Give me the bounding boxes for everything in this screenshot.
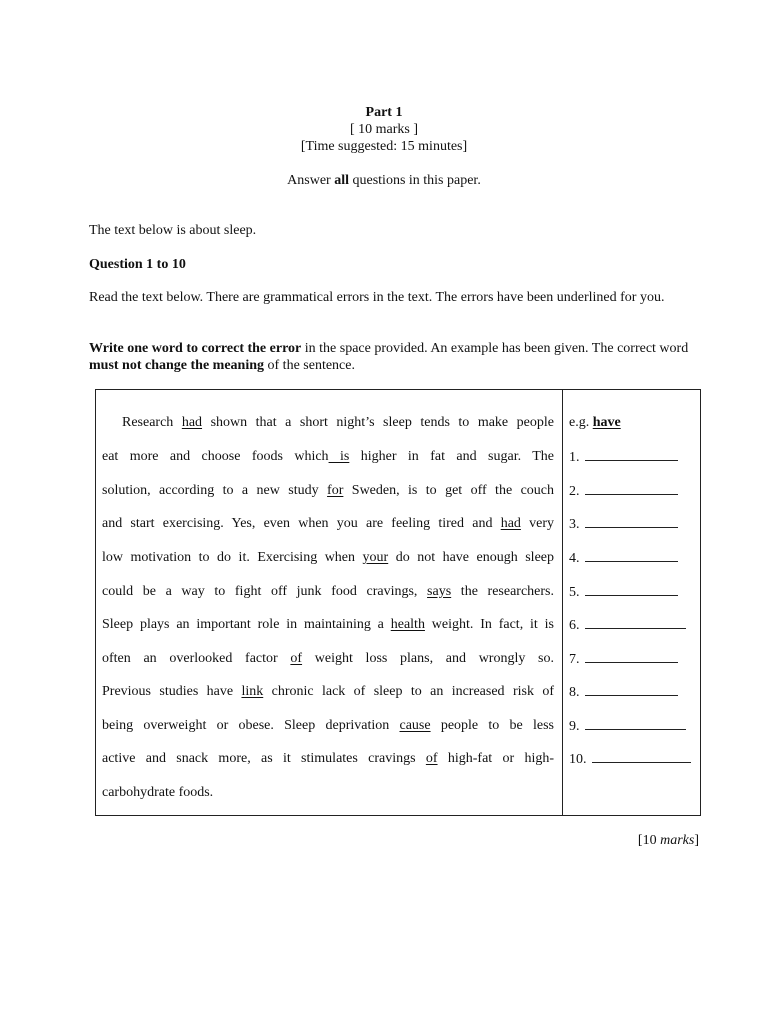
passage-line	[102, 682, 554, 702]
line-text: higher in fat and sugar. The	[349, 449, 555, 464]
answer-blank[interactable]	[585, 615, 686, 629]
time-suggested: [Time suggested: 15 minutes]	[300, 139, 468, 154]
answer-blank[interactable]	[585, 447, 678, 461]
intro-text: The text below is about sleep.	[89, 223, 257, 238]
passage-line	[102, 783, 554, 803]
passage-line	[102, 749, 554, 769]
passage-line	[102, 582, 554, 602]
error-word: link	[241, 684, 264, 699]
answer-slot[interactable]	[569, 548, 699, 568]
answer-blank[interactable]	[585, 716, 686, 730]
line-text: Previous studies have	[102, 684, 242, 699]
answer-number: 3.	[569, 517, 580, 532]
answer-number: 2.	[569, 484, 580, 499]
instruction-text-post: questions in this paper.	[349, 173, 481, 188]
answer-number: 8.	[569, 685, 580, 700]
answer-number: 10.	[569, 752, 587, 767]
answer-number: 9.	[569, 719, 580, 734]
answer-slot[interactable]	[569, 514, 699, 534]
answer-number: 7.	[569, 652, 580, 667]
answer-blank[interactable]	[585, 514, 678, 528]
line-text: solution, according to a new study	[102, 483, 328, 498]
line-text: carbohydrate foods.	[102, 785, 214, 800]
passage-line	[102, 649, 554, 669]
error-word: had	[181, 415, 203, 430]
error-word: of	[425, 751, 438, 766]
answer-blank[interactable]	[585, 682, 678, 696]
line-text: low motivation to do it. Exercising when	[102, 550, 363, 565]
answer-example	[569, 413, 699, 433]
passage-line	[102, 481, 554, 501]
passage-line	[102, 447, 554, 467]
answer-blank[interactable]	[592, 749, 691, 763]
example-word: have	[592, 415, 621, 430]
line-text: Research	[122, 415, 182, 430]
passage-line	[102, 716, 554, 736]
instruction-text-pre: Answer	[287, 173, 335, 188]
line-text: often an overlooked factor	[102, 651, 291, 666]
marks-word: marks	[660, 833, 695, 848]
answer-number: 6.	[569, 618, 580, 633]
answer-instruction	[0, 172, 768, 189]
para2-bold-1: Write one word to correct the error	[89, 341, 302, 356]
instruction-paragraph-1: Read the text below. There are grammatical errors in the text. The errors have been underlined for you.	[89, 290, 665, 305]
part-title: Part 1	[365, 105, 403, 120]
line-text: and start exercising. Yes, even when you are feeling tired and	[102, 516, 501, 531]
line-text: do not have enough sleep	[388, 550, 554, 565]
instruction-bold-all: all	[334, 173, 349, 188]
error-word: for	[327, 483, 344, 498]
example-label: e.g.	[569, 415, 590, 430]
line-text: chronic lack of sleep to an increased risk of	[263, 684, 554, 699]
line-text: could be a way to fight off junk food cravings,	[102, 584, 428, 599]
error-word: cause	[399, 718, 431, 733]
line-text: shown that a short night’s sleep tends to make people	[202, 415, 554, 430]
error-word: your	[362, 550, 389, 565]
question-title: Question 1 to 10	[89, 257, 186, 272]
instruction-paragraph-2	[89, 340, 701, 374]
line-text: Sleep plays an important role in maintaining a	[102, 617, 391, 632]
error-word: health	[390, 617, 425, 632]
line-text: high-fat or high-	[437, 751, 554, 766]
table-divider	[562, 389, 563, 816]
para2-text-2: of the sentence.	[264, 358, 355, 373]
error-word: says	[427, 584, 452, 599]
line-text: the researchers.	[451, 584, 554, 599]
error-word: had	[500, 516, 521, 531]
answer-slot[interactable]	[569, 582, 699, 602]
answer-slot[interactable]	[569, 481, 699, 501]
marks-open: [10	[637, 833, 661, 848]
line-text: Sweden, is to get off the couch	[343, 483, 555, 498]
para2-bold-2: must not change the meaning	[89, 358, 265, 373]
line-text: active and snack more, as it stimulates cravings	[102, 751, 426, 766]
line-text: very	[520, 516, 554, 531]
passage-line	[102, 548, 554, 568]
line-text: eat more and choose foods which	[102, 449, 329, 464]
answer-slot[interactable]	[569, 716, 699, 736]
answer-number: 1.	[569, 450, 580, 465]
answer-slot[interactable]	[569, 682, 699, 702]
answer-blank[interactable]	[585, 548, 678, 562]
line-text: people to be less	[430, 718, 554, 733]
answer-slot[interactable]	[569, 615, 699, 635]
line-text: being overweight or obese. Sleep deprivation	[102, 718, 400, 733]
passage-line	[122, 413, 554, 433]
line-text: weight loss plans, and wrongly so.	[302, 651, 554, 666]
answer-slot[interactable]	[569, 447, 699, 467]
answer-slot[interactable]	[569, 649, 699, 669]
error-word: is	[328, 449, 350, 464]
answer-blank[interactable]	[585, 582, 678, 596]
answer-slot[interactable]	[569, 749, 699, 769]
answer-blank[interactable]	[585, 649, 678, 663]
marks-close: ]	[694, 833, 699, 848]
answer-number: 5.	[569, 585, 580, 600]
marks-label: [ 10 marks ]	[349, 122, 419, 137]
line-text: weight. In fact, it is	[424, 617, 554, 632]
answer-blank[interactable]	[585, 481, 678, 495]
answer-number: 4.	[569, 551, 580, 566]
error-word: of	[290, 651, 303, 666]
para2-text-1: in the space provided. An example has been given. The correct word	[301, 341, 689, 356]
passage-line	[102, 514, 554, 534]
total-marks	[560, 832, 699, 849]
passage-line	[102, 615, 554, 635]
